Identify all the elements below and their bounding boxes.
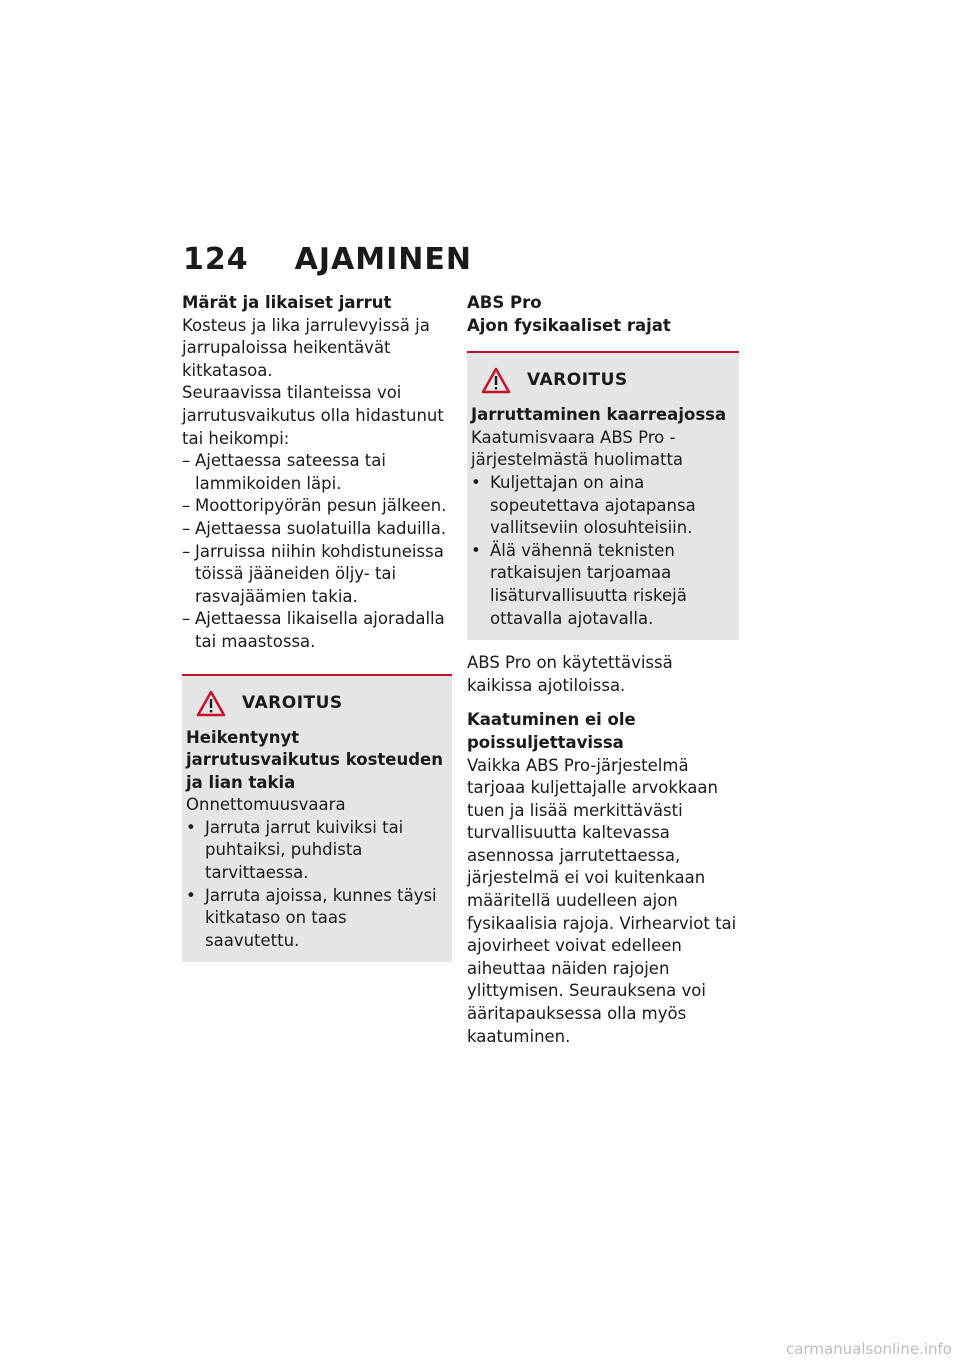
warning-box-left xyxy=(182,674,452,963)
fall-heading: Kaatuminen ei ole poissuljettavissa xyxy=(467,710,636,752)
warning-header xyxy=(471,367,733,394)
list-item: – Jarruissa niihin kohdistuneissa töissä jääneiden öljy- tai rasvajäämien takia. xyxy=(182,541,452,609)
physical-limits-heading: Ajon fysikaaliset rajat xyxy=(467,315,671,335)
warning-header xyxy=(186,690,446,717)
warning-subtext: Kaatumisvaara ABS Pro -järjestelmästä huolimatta xyxy=(471,427,684,470)
abs-pro-heading: ABS Pro xyxy=(467,293,542,312)
list-item: • Jarruta jarrut kuiviksi tai puhtaiksi, puhdista tarvittaessa. xyxy=(186,817,446,885)
warning-list xyxy=(471,472,733,630)
list-item: – Ajettaessa sateessa tai lammikoiden läpi. xyxy=(182,450,452,495)
situation-list xyxy=(182,450,452,653)
list-item: – Ajettaessa likaisella ajoradalla tai maastossa. xyxy=(182,608,452,653)
page-header xyxy=(183,242,472,277)
warning-list xyxy=(186,817,446,953)
list-item: • Älä vähennä teknisten ratkaisujen tarjoamaa lisäturvallisuutta riskejä ottavalla ajotavalla. xyxy=(471,540,733,630)
watermark: carmanualsonline.info xyxy=(786,1340,952,1358)
abs-availability-para: ABS Pro on käytettävissä kaikissa ajotiloissa. xyxy=(467,653,673,695)
fall-para: Vaikka ABS Pro-järjestelmä tarjoaa kuljettajalle arvokkaan tuen ja lisää merkittävästi turvallisuutta kaltevassa asennossa jarrutettaessa, järjestelmä ei voi kuitenkaan määritellä uudelleen ajon fysikaalisia rajoja. Virhearviot tai ajovirheet voivat edelleen aiheuttaa näiden rajojen ylittymisen. Seurauksena voi ääritapauksessa olla myös kaatuminen. xyxy=(467,755,737,1046)
warning-title: VAROITUS xyxy=(242,692,343,713)
warning-box-right xyxy=(467,351,739,640)
warning-subtext: Onnettomuusvaara xyxy=(186,795,346,815)
right-column xyxy=(467,292,739,1048)
list-item: – Ajettaessa suolatuilla kaduilla. xyxy=(182,518,452,541)
warning-triangle-icon xyxy=(481,367,511,394)
warning-heading: Jarruttaminen kaarreajossa xyxy=(471,405,727,425)
wet-brakes-para1: Kosteus ja lika jarrulevyissä ja jarrupaloissa heikentävät kitkatasoa. xyxy=(182,315,430,380)
section-title: AJAMINEN xyxy=(294,242,472,277)
wet-brakes-heading: Märät ja likaiset jarrut xyxy=(182,293,392,312)
wet-brakes-para2: Seuraavissa tilanteissa voi jarrutusvaikutus olla hidastunut tai heikompi: xyxy=(182,383,444,448)
list-item: • Jarruta ajoissa, kunnes täysi kitkataso on taas saavutettu. xyxy=(186,885,446,953)
warning-title: VAROITUS xyxy=(527,370,628,391)
left-column xyxy=(182,292,452,962)
warning-heading: Heikentynyt jarrutusvaikutus kosteuden ja lian takia xyxy=(186,727,443,792)
page-number: 124 xyxy=(183,242,249,277)
list-item: • Kuljettajan on aina sopeutettava ajotapansa vallitseviin olosuhteisiin. xyxy=(471,472,733,540)
list-item: – Moottoripyörän pesun jälkeen. xyxy=(182,495,452,518)
warning-triangle-icon xyxy=(196,690,226,717)
